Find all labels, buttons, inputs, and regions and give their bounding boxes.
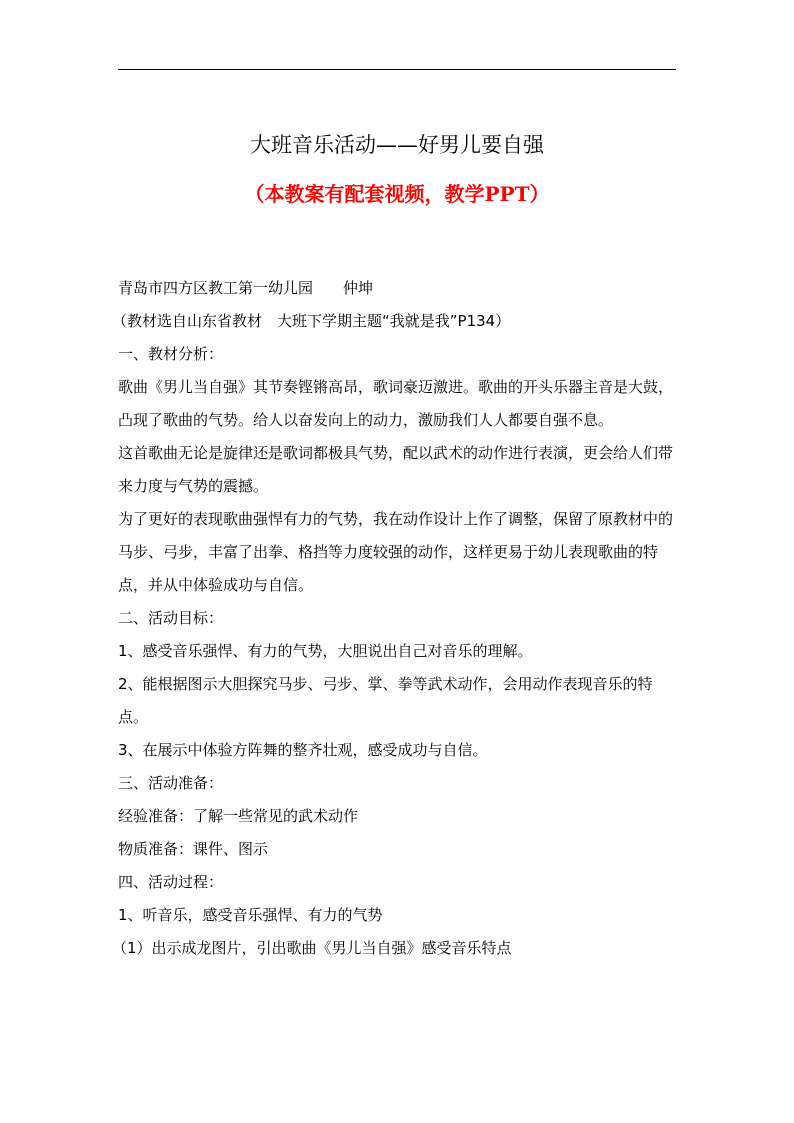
process-substep-1: （1）出示成龙图片，引出歌曲《男儿当自强》感受音乐特点 — [112, 939, 512, 957]
goal-item-3: 3、在展示中体验方阵舞的整齐壮观，感受成功与自信。 — [118, 741, 488, 759]
header-rule — [118, 69, 676, 70]
section-heading-goals: 二、活动目标： — [118, 609, 224, 627]
paragraph-analysis-2: 这首歌曲无论是旋律还是歌词都极具气势，配以武术的动作进行表演，更会给人们带来力度与气势的震撼。 — [118, 444, 674, 495]
section-heading-process: 四、活动过程： — [118, 873, 224, 891]
paragraph-analysis-3: 为了更好的表现歌曲强悍有力的气势，我在动作设计上作了调整，保留了原教材中的马步、弓步，丰富了出拳、格挡等力度较强的动作，这样更易于幼儿表现歌曲的特点，并从中体验成功与自信。 — [118, 510, 674, 594]
goal-item-2: 2、能根据图示大胆探究马步、弓步、掌、拳等武术动作，会用动作表现音乐的特点。 — [118, 675, 653, 726]
source-note: （教材选自山东省教材 大班下学期主题“我就是我”P134） — [112, 312, 511, 330]
document-subtitle: （本教案有配套视频，教学PPT） — [244, 182, 550, 206]
goal-item-1: 1、感受音乐强悍、有力的气势，大胆说出自己对音乐的理解。 — [118, 642, 533, 660]
document-title: 大班音乐活动——好男儿要自强 — [250, 133, 544, 157]
process-step-1: 1、听音乐，感受音乐强悍、有力的气势 — [118, 906, 383, 924]
author-school: 青岛市四方区教工第一幼儿园 — [118, 279, 314, 297]
author-name: 仲坤 — [343, 279, 374, 297]
author-line — [118, 272, 678, 305]
paragraph-analysis-1: 歌曲《男儿当自强》其节奏铿锵高昂，歌词豪迈激进。歌曲的开头乐器主音是大鼓，凸现了歌曲的气势。给人以奋发向上的动力，激励我们人人都要自强不息。 — [118, 378, 674, 429]
preparation-experience: 经验准备：了解一些常见的武术动作 — [118, 807, 359, 825]
section-heading-preparation: 三、活动准备： — [118, 774, 224, 792]
preparation-materials: 物质准备：课件、图示 — [118, 840, 269, 858]
document-body — [112, 272, 678, 965]
section-heading-analysis: 一、教材分析： — [118, 345, 224, 363]
